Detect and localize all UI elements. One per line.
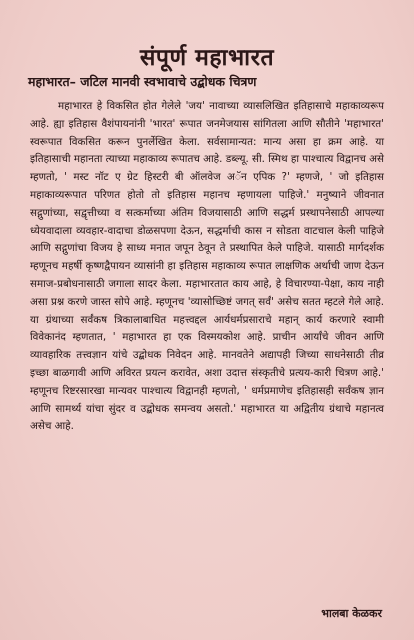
- book-title: संपूर्ण महाभारत: [139, 45, 275, 71]
- subtitle: महाभारत– जटिल मानवी स्वभावाचे उद्बोधक चित्रण: [28, 74, 257, 89]
- author-signature: भालबा केळकर: [321, 607, 382, 620]
- blurb-paragraph: महाभारत हे विकसित होत गेलेले 'जय' नावाच्या व्यासलिखित इतिहासाचे महाकाव्यरूप आहे. ह्या इतिहास वैशंपायनांनी 'भारत' रूपात जनमेजयास सांगितला आणि सौतीने 'महाभारत' स्वरूपात विकसित करून पुनर्लेखित केला. सर्वसामान्यत: मान्य असा हा क्रम आहे. या इतिहासाची महानता त्याच्या महाकाव्य रूपातच आहे. डब्ल्यू. सी. स्मिथ हा पाश्चात्य विद्वानच असे म्हणतो, ' मस्ट नॉट ए ग्रेट हिस्टरी बी ऑलवेज अॅन एपिक ?' म्हणजे, ' जो इतिहास महाकाव्यरूपात परिणत होतो तो इतिहास महानच म्हणायला पाहिजे.' मनुष्याने जीवनात सद्गुणांच्या, सद्वृत्तीच्या व सत्कर्माच्या अंतिम विजयासाठी आणि सद्धर्म प्रस्थापनेसाठी आपल्या ध्येयवादाला व्यवहार-वादाचा डोळसपणा देऊन, सद्धर्माची कास न सोडता वाटचाल केली पाहिजे आणि सद्गुणांचा विजय हे साध्य मनात जपून ठेवून ते प्रस्थापित केले पाहिजे. यासाठी मार्गदर्शक म्हणूनच महर्षी कृष्णद्वैपायन व्यासांनी हा इतिहास महाकाव्य रूपात लाक्षणिक अर्थाची जाण देऊन समाज-प्रबोधनासाठी जगाला सादर केला. महाभारतात काय आहे, हे विचारण्या-पेक्षा, काय नाही असा प्रश्न करणे जास्त सोपे आहे. म्हणूनच 'व्यासोच्छिष्टं जगत् सर्वं' असेच सतत म्हटले गेले आहे. या ग्रंथाच्या सर्वंकष त्रिकालाबाधित महत्त्वद्दल आर्यधर्मप्रसाराचे महान् कार्य करणारे स्वामी विवेकानंद म्हणतात, ' महाभारत हा एक विस्मयकोश आहे. प्राचीन आर्यांचे जीवन आणि व्यावहारिक तत्त्वज्ञान यांचे उद्बोधक निवेदन आहे. मानवतेने अद्यापही जिच्या साधनेसाठी तीव्र इच्छा बाळगावी आणि अविरत प्रयत्न करावेत, अशा उदात्त संस्कृतीचे प्रत्यय-कारी चित्रण आहे.' म्हणूनच रिष्टरसारखा मान्यवर पाश्चात्य विद्वानही म्हणतो, ' धर्मप्रमाणेच इतिहासही सर्वंकष ज्ञान आणि सामर्थ्य यांचा सुंदर व उद्बोधक समन्वय असतो.' महाभारत या अद्वितीय ग्रंथाचे महानत्व असेच आहे.: [30, 100, 384, 433]
